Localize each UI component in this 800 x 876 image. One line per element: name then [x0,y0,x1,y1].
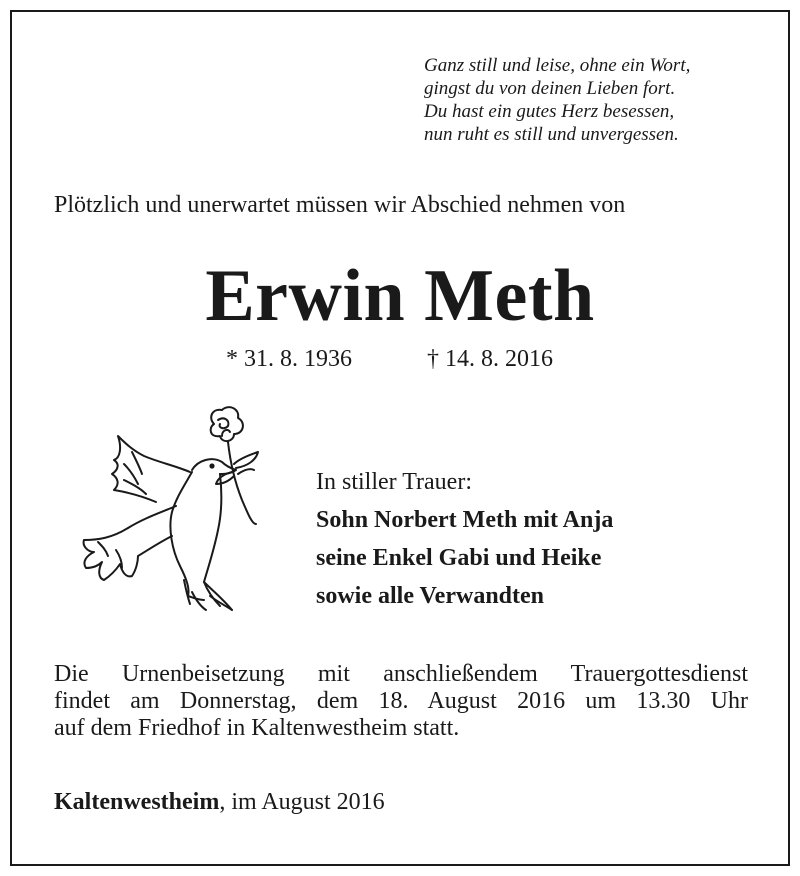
death-date: † 14. 8. 2016 [427,346,553,372]
birth-date: * 31. 8. 1936 [226,346,352,372]
poem [424,54,764,146]
poem-line: Du hast ein gutes Herz besessen, [424,101,675,122]
mourner-line: seine Enkel Gabi und Heike [316,545,602,571]
service-line: auf dem Friedhof in Kaltenwestheim statt. [54,715,460,741]
mourner-line: sowie alle Verwandten [316,583,544,609]
service-line: Die Urnenbeisetzung mit anschließendem Trauergottesdienst [54,661,748,687]
closing-date: , im August 2016 [219,789,385,815]
mourner-line: Sohn Norbert Meth mit Anja [316,507,614,533]
closing-line [54,787,385,817]
poem-line: nun ruht es still und unvergessen. [424,124,679,145]
intro-text: Plötzlich und unerwartet müssen wir Abschied nehmen von [54,192,626,218]
poem-line: Ganz still und leise, ohne ein Wort, [424,55,691,76]
closing-place: Kaltenwestheim [54,789,220,815]
service-line: findet am Donnerstag, dem 18. August 2016 um 13.30 Uhr [54,688,748,714]
dove-with-rose-icon [72,400,272,620]
poem-line: gingst du von deinen Lieben fort. [424,78,676,99]
mourners-block [316,463,613,615]
mourners-heading: In stiller Trauer: [316,469,472,495]
deceased-name: Erwin Meth [205,255,595,337]
service-announcement [54,661,748,742]
